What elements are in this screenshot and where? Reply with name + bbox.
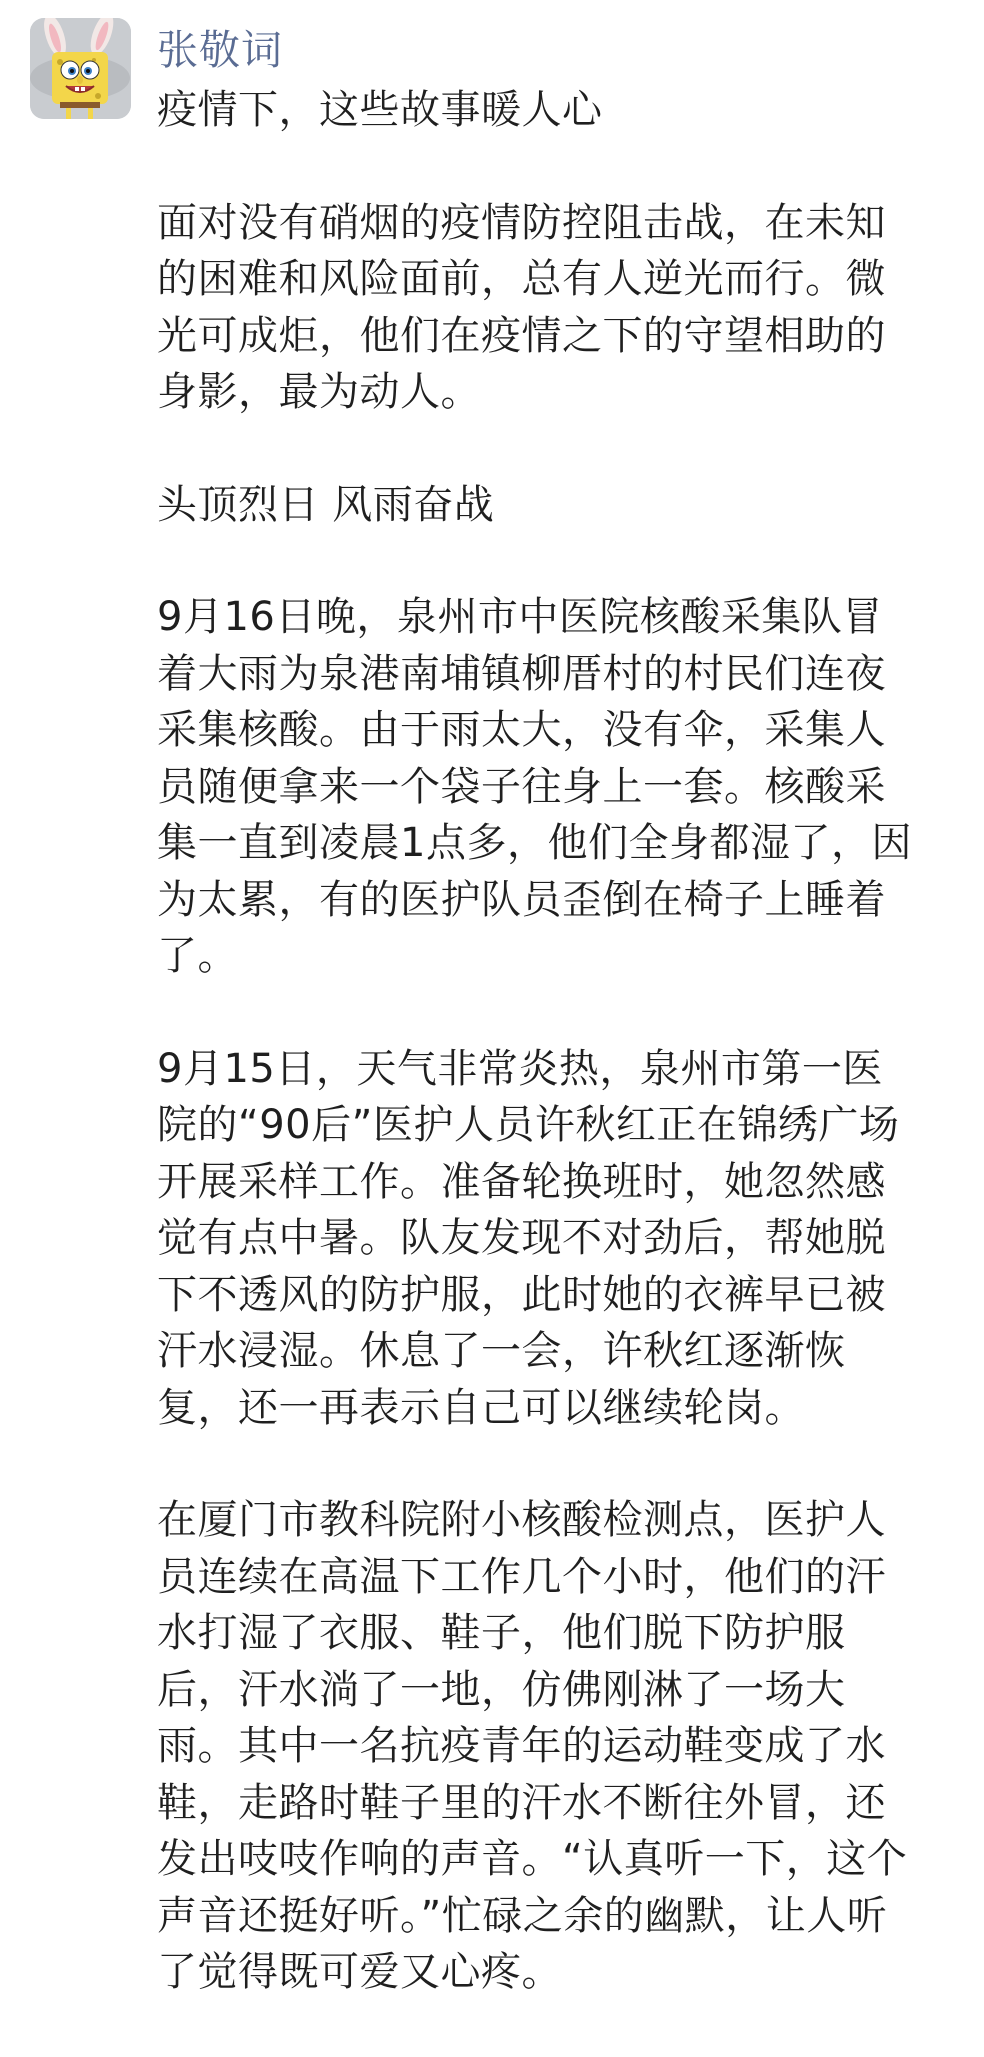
author-name[interactable]: 张敬词: [157, 26, 283, 74]
section-heading: [157, 477, 957, 534]
text-line: 声音还挺好听。”忙碌之余的幽默，让人听: [157, 1892, 888, 1939]
text-line: 9月16日晚，泉州市中医院核酸采集队冒: [157, 594, 883, 640]
text-line: 头顶烈日 风雨奋战: [157, 481, 495, 528]
text-line: 开展采样工作。准备轮换班时，她忽然感: [157, 1158, 886, 1205]
text-line: 9月15日，天气非常炎热，泉州市第一医: [157, 1045, 883, 1092]
text-line: 后，汗水淌了一地，仿佛刚淋了一场大: [157, 1666, 846, 1713]
text-line: 面对没有硝烟的疫情防控阻击战，在未知: [157, 199, 886, 246]
text-line: 疫情下，这些故事暖人心: [157, 87, 603, 133]
text-line: 院的“90后”医护人员许秋红正在锦绣广场: [157, 1102, 900, 1148]
text-line: 鞋，走路时鞋子里的汗水不断往外冒，还: [157, 1779, 886, 1826]
text-line: 身影，最为动人。: [157, 369, 481, 415]
paragraph-intro: [157, 195, 957, 421]
text-line: 的困难和风险面前，总有人逆光而行。微: [157, 256, 886, 302]
avatar[interactable]: [30, 18, 131, 119]
text-line: 雨。其中一名抗疫青年的运动鞋变成了水: [157, 1723, 886, 1769]
sponge-character-icon: [30, 18, 131, 119]
text-line: 着大雨为泉港南埔镇柳厝村的村民们连夜: [157, 650, 886, 697]
text-line: 光可成炬，他们在疫情之下的守望相助的: [157, 312, 886, 359]
paragraph-story-3: [157, 1492, 957, 2001]
paragraph-story-2: [157, 1041, 957, 1437]
text-line: 为太累，有的医护队员歪倒在椅子上睡着: [157, 876, 886, 923]
paragraph-story-1: [157, 589, 957, 985]
text-line: 员随便拿来一个袋子往身上一套。核酸采: [157, 763, 886, 810]
text-line: 下不透风的防护服，此时她的衣裤早已被: [157, 1271, 886, 1318]
text-line: 集一直到凌晨1点多，他们全身都湿了，因: [157, 820, 912, 866]
text-line: 发出吱吱作响的声音。“认真听一下，这个: [157, 1836, 908, 1882]
text-line: 觉有点中暑。队友发现不对劲后，帮她脱: [157, 1215, 886, 1261]
text-line: 采集核酸。由于雨太大，没有伞，采集人: [157, 707, 886, 753]
text-line: 员连续在高温下工作几个小时，他们的汗: [157, 1553, 886, 1600]
text-line: 复，还一再表示自己可以继续轮岗。: [157, 1384, 805, 1431]
text-line: 了觉得既可爱又心疼。: [157, 1949, 562, 1995]
post-content: [157, 82, 957, 2057]
text-line: 了。: [157, 933, 238, 979]
post-title: [157, 82, 957, 139]
text-line: 水打湿了衣服、鞋子，他们脱下防护服: [157, 1610, 846, 1656]
text-line: 在厦门市教科院附小核酸检测点，医护人: [157, 1497, 886, 1543]
text-line: 汗水浸湿。休息了一会，许秋红逐渐恢: [157, 1328, 846, 1374]
